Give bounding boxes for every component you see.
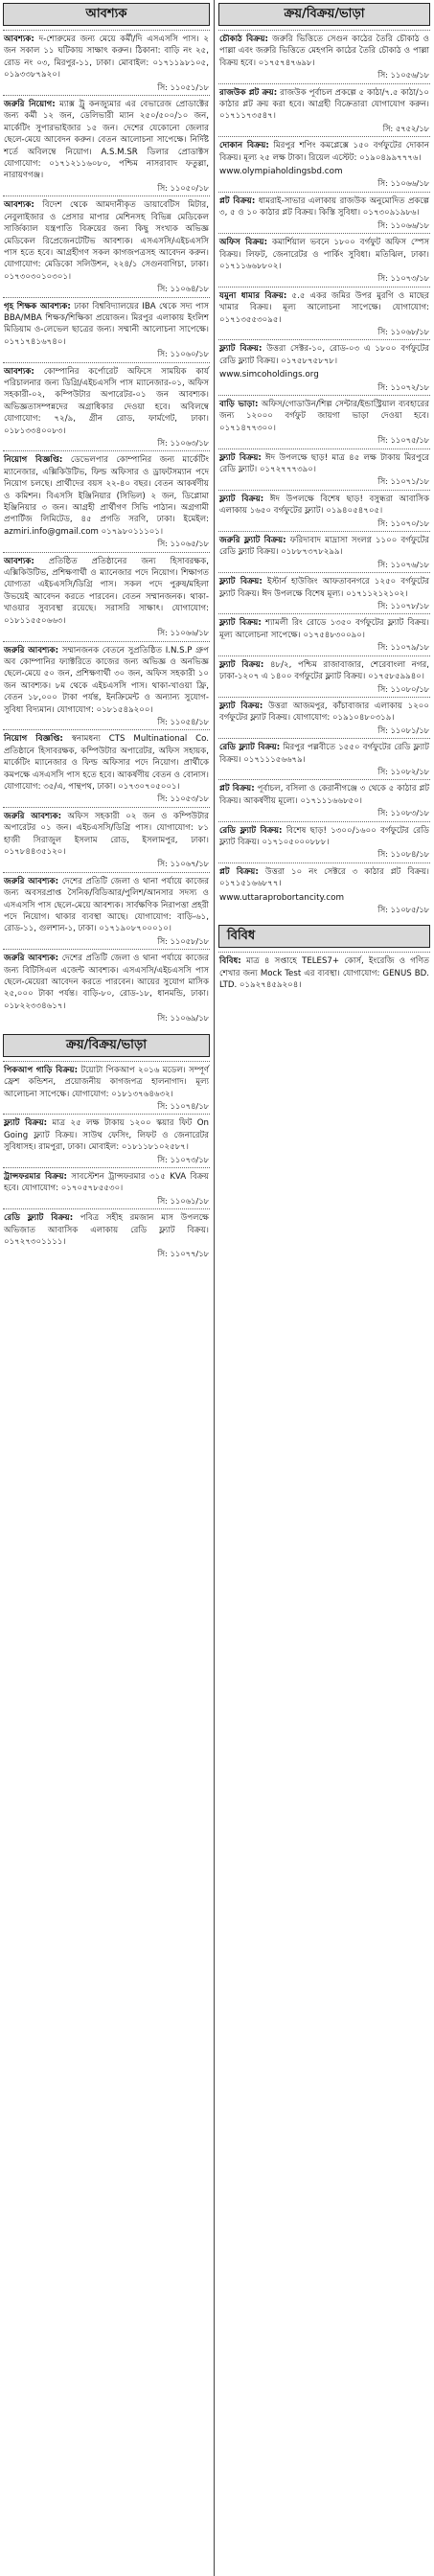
ad-code: সি: ১১০৬৯/১৮ xyxy=(157,1013,209,1024)
ad-body: কমার্শিয়াল ভবনে ১৮০০ বর্গফুট অফিস স্পেস বিক্রয়। লিফট, জেনারেটর ও পার্কিং সুবিধা। মতিঝিল, ঢাকা। ০১৭১১৬৬৮৮০২। xyxy=(219,238,430,271)
ad-code: সি: ১১০৭৩/১৮ xyxy=(377,273,429,284)
ad-text xyxy=(4,199,209,283)
ad-code: সি: ১১০৫৪/১৮ xyxy=(157,716,209,726)
ad-code: সি: ১১০৫৮/১৮ xyxy=(157,935,209,946)
ad-code: সি: ১১০৫১/১৮ xyxy=(157,81,209,92)
ad-text xyxy=(4,645,209,716)
classified-ad xyxy=(218,395,430,448)
ad-code: সি: ১১০৭৭/১৮ xyxy=(157,1249,209,1259)
ad-body: ঈদ উপলক্ষে বিশেষ ছাড়! বসুন্ধরা আবাসিক এলাকায় ১৬৫০ বর্গফুটের ফ্ল্যাট। ০১৯৪০৫৪৭০৫। xyxy=(219,494,430,517)
classified-ad xyxy=(3,450,210,551)
ad-heading: আবশ্যক: xyxy=(4,366,34,377)
classified-ad xyxy=(218,738,430,779)
sale-ad-list-right xyxy=(218,30,430,917)
right-column xyxy=(218,3,430,994)
classified-ad xyxy=(218,448,430,490)
ad-heading: ফ্ল্যাট বিক্রয়: xyxy=(219,659,264,670)
ad-body: সাবস্টেশন ট্রান্সফরমার ৩১৫ KVA বিক্রয় হবে। যোগাযোগ: ০১৭০৫৭৮৫৫৩০। xyxy=(4,1171,209,1194)
ad-heading: ফ্ল্যাট বিক্রয়: xyxy=(219,701,263,711)
ad-heading: ফ্ল্যাট বিক্রয়: xyxy=(219,344,263,355)
ad-heading: আবশ্যক: xyxy=(4,556,34,566)
ad-text xyxy=(219,866,429,890)
classified-ad xyxy=(218,136,430,192)
ad-body: পূর্বাচল, বসিলা ও কেরানীগঞ্জে ৩ থেকে ৫ কাঠার প্লট বিক্রয়। আকর্ষণীয় মূল্যে। ০১৭১১১৬৬৮৫০। xyxy=(219,784,430,806)
section-header-buy-sell: ক্রয়/বিক্রয়/ভাড়া xyxy=(218,3,430,26)
classified-ad xyxy=(218,339,430,395)
ad-body: বিদেশ থেকে আমদানীকৃত ডায়াবেটিস মিটার, নেবুলাইজার ও প্রেসার মাপার মেশিনসহ বিভিন্ন মেডিকেল সার্জিক্যাল যন্ত্রপাতি বিক্রয়ের জন্য কিছু সংখ্যক অভিজ্ঞ মেডিকেল রিপ্রেজেনটেটিভ আবশ্যক। এসএসসি/এইচএসসি পাস হতে হবে। আগ্রহীগণ সকল কাগজপত্রসহ আবেদন করুন। যোগাযোগ: মেডিকো সলিউশন, ২২৪/১ সেগুনবাগিচা, ঢাকা। ০১৭৩০৩০১০৩০১। xyxy=(4,200,210,282)
ad-body: উত্তরা সেক্টর-১০, রোড-০৩ এ ১৮০০ বর্গফুটের রেডি ফ্ল্যাট বিক্রয়। ০১৭৫৮৭৫৮৭৮। xyxy=(219,344,429,366)
ad-text xyxy=(4,301,209,349)
ad-code: সি: ১১০৬১/১৮ xyxy=(157,1195,209,1206)
classified-ad xyxy=(218,572,430,613)
ad-text xyxy=(219,140,429,164)
ad-code: সি: ১১০৮১/১৮ xyxy=(377,724,429,735)
classified-ad xyxy=(3,872,210,949)
classified-ad xyxy=(3,297,210,362)
ad-body: মাত্র ২৫ লক্ষ টাকায় ১২০০ স্কয়ার ফিট On Going ফ্ল্যাট বিক্রয়। সাউথ ফেসিং, লিফট ও জেনারেটর সুবিধাসহ। রামপুরা, ঢাকা। মোবাইল: ০১৮১১৮১০২৫৮৭। xyxy=(4,1118,209,1153)
classified-ad xyxy=(218,613,430,655)
ad-text xyxy=(4,876,209,935)
classified-ad xyxy=(3,196,210,296)
ad-code: সি: ১১০৫৩/১৮ xyxy=(157,794,209,804)
column-separator xyxy=(214,0,215,2576)
ad-heading: জরুরি আবশ্যক: xyxy=(4,876,59,886)
ad-body: মিরপুর শপিং কমপ্লেক্সে ১৫০ বর্গফুটের দোকান বিক্রয়। মূল্য ২৫ লক্ষ টাকা। রিয়েল এস্টেট: ০১৯০৪৯৯৭৭৭৬। xyxy=(219,141,429,163)
ad-heading: জরুরি নিয়োগ: xyxy=(4,100,56,110)
ad-code: সি: ১১০৭৫/১৮ xyxy=(377,435,429,446)
ad-code: সি: ১১০৭৮/১৮ xyxy=(377,601,429,611)
classified-ad xyxy=(218,952,430,993)
ad-text xyxy=(4,733,209,793)
ad-heading: ফ্ল্যাট বিক্রয়: xyxy=(4,1118,48,1129)
ad-body: টয়োটা পিকআপ ২০১৬ মডেল। সম্পূর্ণ ফ্রেশ কন্ডিশন, প্রয়োজনীয় কাগজপত্র হালনাগাদ। মূল্য আলোচনা সাপেক্ষে। যোগাযোগ: ০১৮১৩৭৬৪৬৩২। xyxy=(4,1065,210,1099)
classified-ad xyxy=(218,490,430,531)
ad-body: সম্মানজনক বেতনে সুপ্রতিষ্ঠিত I.N.S.P গ্রুপ অব কোম্পানির ফ্যাক্টরিতে কাজের জন্য অভিজ্ঞ ও অনভিজ্ঞ ছেলে-মেয়ে ৫০ জন, প্রশিক্ষণার্থী ৩০ জন, অফিস সহকারী ১০ জন আবশ্যক। ৮ম থেকে এইচএসসি পাস। থাকা-খাওয়া ফ্রি, বেতন ১৮,০০০ টাকা পর্যন্ত, ইনক্রিমেন্ট ও অন্যান্য সুযোগ-সুবিধা বিদ্যমান। যোগাযোগ: ০১৮১৫৪৯২০০। xyxy=(4,645,209,715)
section-header-misc: বিবিধ xyxy=(218,925,430,948)
ad-heading: নিয়োগ বিজ্ঞপ্তি: xyxy=(4,734,63,745)
classified-ad xyxy=(3,1167,210,1208)
ad-code: সি: ১১০৬৭/১৮ xyxy=(157,859,209,869)
ad-code: সি: ১১০৭৬/১৮ xyxy=(377,559,429,569)
ad-code: সি: ১১০৭৪/১৮ xyxy=(157,1100,209,1111)
ad-body: ঢাকা বিশ্ববিদ্যালয়ের IBA থেকে সদ্য পাস BBA/MBA শিক্ষক/শিক্ষিকা প্রয়োজন। মিরপুর এলাকায় ইংলিশ মিডিয়াম ও-লেভেল ছাত্রের জন্য। সম্মানী আলোচনা সাপেক্ষে। ০১৭১৭৪১৬৭৪০। xyxy=(4,301,210,347)
section-header-wanted: আবশ্যক xyxy=(3,3,210,26)
ad-code: সি: ১১০৫৬/১৮ xyxy=(377,70,429,80)
ad-text xyxy=(219,742,429,766)
ad-code: সি: ১১০৮০/১৮ xyxy=(377,683,429,694)
ad-heading: প্লট বিক্রয়: xyxy=(219,866,259,877)
ad-text xyxy=(4,99,209,182)
ad-code: সি: ১১০৬০/১৮ xyxy=(157,349,209,359)
ad-code: সি: ১১০৭১/১৮ xyxy=(377,476,429,487)
ad-website-link[interactable]: www.uttaraprobortancity.com xyxy=(219,892,345,903)
ad-body: অফিস/গোডাউন/শিল্প সেন্টার/ইন্ডাস্ট্রিয়াল ব্যবহারের জন্য ১২০০০ বর্গফুট জায়গা ভাড়া দেওয়া হবে। ০১৭১৪৭৭৩০০। xyxy=(219,399,429,433)
ad-body: ঈদ উপলক্ষে ছাড়! মাত্র ৪৫ লক্ষ টাকায় মিরপুরে রেডি ফ্ল্যাট। ০১৭২৭৭৭৩৯০। xyxy=(219,452,429,474)
wanted-ad-list xyxy=(3,30,210,1026)
ad-code: সি: ১১০৭৯/১৮ xyxy=(377,642,429,653)
classified-ad xyxy=(3,30,210,95)
ad-heading: অফিস বিক্রয়: xyxy=(219,238,268,248)
ad-code: সি: ১১০৭০/১৮ xyxy=(377,518,429,528)
ad-heading: চৌকাঠ বিক্রয়: xyxy=(219,34,268,44)
ad-heading: আবশ্যক: xyxy=(4,34,34,44)
classified-ad xyxy=(3,1061,210,1115)
ad-heading: ফ্ল্যাট বিক্রয়: xyxy=(219,618,262,629)
ad-heading: বিবিধ: xyxy=(219,956,241,967)
ad-body: দেশের প্রতিটি জেলা ও থানা পর্যায়ে কাজের জন্য অবসরপ্রাপ্ত সৈনিক/বিডিআর/পুলিশ/আনসার সদস্য ও এসএসসি পাস ছেলে-মেয়ে আবশ্যক। সার্বক্ষণিক নিরাপত্তা প্রহরী পদে নিয়োগ। থাকার ব্যবস্থা আছে। যোগাযোগ: বাড়ি-৬১, রোড-১১, গুলশান-১, ঢাকা। ০১৭১৯০৮৭০০০১০। xyxy=(4,876,210,934)
ad-text xyxy=(219,399,429,434)
ad-heading: ফ্ল্যাট বিক্রয়: xyxy=(219,577,263,587)
ad-body: ডেভেলপার কোম্পানির জন্য মার্কেটিং ম্যানেজার, এক্সিকিউটিভ, ফিল্ড অফিসার ও ড্রাফটসম্যান পদে নিয়োগ চলছে। প্রার্থীদের বয়স ২২-৪০ বছর। বেতন আকর্ষণীয় ও কমিশন। বিএসসি ইঞ্জিনিয়ার (সিভিল) ২ জন, ডিপ্লোমা ইঞ্জিনিয়ার ৩ জন। আগ্রহী প্রার্থীগণ সিভি পাঠান। অগ্রগামী প্রপার্টিজ লিমিটেড, ৪৫ প্রগতি সরণি, ঢাকা। ইমেইল: azmiri.info@gmail.com ০১৭৯৮০১১১০১। xyxy=(4,455,209,537)
classified-ad xyxy=(218,656,430,697)
ad-website-link[interactable]: www.simcoholdings.org xyxy=(219,370,319,380)
ad-text xyxy=(219,343,429,367)
classified-ad xyxy=(3,641,210,730)
ad-text xyxy=(4,454,209,538)
ad-text xyxy=(219,659,429,683)
ad-text xyxy=(4,811,209,859)
ad-heading: ট্রান্সফরমার বিক্রয়: xyxy=(4,1171,67,1182)
ad-code: সি: ১১০৮২/১৮ xyxy=(377,766,429,776)
section-header-buy-sell-left: ক্রয়/বিক্রয়/ভাড়া xyxy=(3,1034,210,1057)
ad-heading: রাজউক প্লট ক্রয়: xyxy=(219,87,278,98)
ad-body: কোম্পানির কর্পোরেট অফিসে সাময়িক কার্য পরিচালনার জন্য ডিগ্রি/এইচএসসি পাস ম্যানেজার-০১, অফিস সহকারী-০২, কম্পিউটার অপারেটর-০১ জন আবশ্যক। অভিজ্ঞতাসম্পন্নদের অগ্রাধিকার দেওয়া হবে। অবিলম্বে যোগাযোগ: ৭২/৯, গ্রীন রোড, ফার্মগেট, ঢাকা। ০১৮১৩৩৪০০৮৩। xyxy=(4,366,210,436)
ad-body: ৪৮/২, পশ্চিম রাজাবাজার, শেরেবাংলা নগর, ঢাকা-১২০৭ এ ১৪০০ বর্গফুটের ফ্ল্যাট বিক্রয়। ০১৭৫৮৫৯৯৪০। xyxy=(219,659,429,682)
ad-body: বিশেষ ছাড়! ১৩০০/১৬০০ বর্গফুটের রেডি ফ্ল্যাট বিক্রয়। ০১৭১০৫০০০৮৮৮। xyxy=(219,825,429,847)
ad-text xyxy=(4,556,209,627)
ad-body: প্রতিষ্ঠিত প্রতিষ্ঠানের জন্য হিসাবরক্ষক, এক্সিকিউটিভ, প্রশিক্ষণার্থী ও ম্যানেজার পদে নিয়োগ। শিক্ষাগত যোগ্যতা এইচএসসি/ডিগ্রি পাস। সকল পদে পুরুষ/মহিলা উভয়েই আবেদন করতে পারবেন। বেতন সম্মানজনক। থাকা-খাওয়ার সুব্যবস্থা রয়েছে। সরাসরি সাক্ষাৎ। যোগাযোগ: ০১৮১১৫৫০৬৬৩। xyxy=(4,556,209,626)
classified-ad xyxy=(218,697,430,738)
ad-text xyxy=(4,953,209,1012)
ad-body: স্বনামধন্য CTS Multinational Co. প্রতিষ্ঠানে হিসাবরক্ষক, কম্পিউটার অপারেটর, অফিস সহায়ক, মার্কেটিং ম্যানেজার ও ফিল্ড অফিসার পদে নিয়োগ। প্রার্থীকে কমপক্ষে এসএসসি পাস হতে হবে। আকর্ষণীয় বেতন ও বোনাস। যোগাযোগ: ৩৫/এ, পান্থপথ, ঢাকা। ০১৭৩০৭০৫০০১। xyxy=(4,734,209,792)
classified-ad xyxy=(218,779,430,820)
ad-code: সি: ৫৭৫২/১৮ xyxy=(382,123,429,133)
sale-ad-list-left xyxy=(3,1061,210,1262)
classified-ad xyxy=(3,95,210,196)
ad-body: উত্তরা আজমপুর, কাঁচাবাজার এলাকায় ১২০০ বর্গফুটের ফ্ল্যাট বিক্রয়। যোগাযোগ: ০১৯১০৪৮০৩১৯। xyxy=(219,701,429,724)
ad-body: ধামরাই-সাভার এলাকায় রাজউক অনুমোদিত প্রকল্পে ৩, ৫ ও ১০ কাঠার প্লট বিক্রয়। কিস্তি সুবিধা। ০১৭৩০৯১৯৮৬। xyxy=(219,196,429,218)
ad-text xyxy=(219,576,429,600)
ad-body: ম্যাক্স ট্রু কনজ্যুমার এর বেভারেজ প্রোডাক্টের জন্য কর্মী ১২ জন, ডেলিভারী ম্যান ২৫০/৫০০/১০ জন, মার্কেটিং সুপারভাইজার ১৫ জন। দেশের যেকোনো জেলার ছেলে-মেয়ে আবেদন করুন। বেতন আলোচনা সাপেক্ষে। নির্দিষ্ট শর্তে অবিলম্বে নিয়োগ। A.S.M.SR ডিলার প্রোডাক্টস যোগাযোগ: ০১৭১২১১৬০৮০, পশ্চিম নাসরাবাদ ফতুল্লা, নারায়ণগঞ্জ। xyxy=(4,100,209,181)
ad-text xyxy=(4,1171,209,1195)
ad-code: সি: ১১০৬৫/১৮ xyxy=(157,539,209,549)
classified-ad xyxy=(218,30,430,83)
classified-ad xyxy=(218,83,430,137)
ad-code: সি: ১১০৬৬/১৮ xyxy=(377,178,429,189)
ad-text xyxy=(4,1065,209,1100)
ad-text xyxy=(219,196,429,219)
ad-text xyxy=(4,366,209,437)
classified-ad xyxy=(218,233,430,287)
ad-text xyxy=(219,237,429,272)
ad-heading: নিয়োগ বিজ্ঞপ্তি: xyxy=(4,455,63,466)
ad-body: উত্তরা ১০ নং সেক্টরে ৩ কাঠার প্লট বিক্রয়। ০১৭১৫১৬৬৮৭৭। xyxy=(219,866,429,889)
ad-code: সি: ১১০৭৩/১৮ xyxy=(157,1154,209,1164)
ad-text xyxy=(219,452,429,476)
classified-ad xyxy=(3,362,210,451)
ad-body: দেশের প্রতিটি জেলা ও থানা পর্যায়ে কাজের জন্য বিটিসিএল এজেন্ট আবশ্যক। এসএসসি/এইচএসসি পাস ছেলে-মেয়েরা আবেদন করতে পারবেন। আয়ের সুযোগ মাসিক ২৫,০০০ টাকা পর্যন্ত। বাড়ি-৮০, রোড-১৮, ধানমন্ডি, ঢাকা। ০১৮২২৩৩৪৬১৭। xyxy=(4,954,210,1011)
ad-code: সি: ১১০৬৮/১৮ xyxy=(377,326,429,336)
left-column xyxy=(3,3,210,1262)
ad-code: সি: ১১০৬৬/১৮ xyxy=(157,628,209,638)
ad-body: ৫.৫ একর জমির উপর মুরগি ও মাছের খামার বিক্রয়। মূল্য আলোচনা সাপেক্ষে। যোগাযোগ: ০১৭১৩৫৫৩০৯৫। xyxy=(219,290,429,325)
ad-text xyxy=(219,290,429,326)
ad-heading: গৃহ শিক্ষক আবশ্যক: xyxy=(4,301,71,311)
ad-heading: ফ্ল্যাট বিক্রয়: xyxy=(219,494,264,504)
ad-body: দ-শোরুমের জন্য মেয়ে কর্মী/দি এসএসসি পাস। ২ জন সকাল ১১ ঘটিকায় সাক্ষাৎ করুন। ঠিকানা: বাড়ি নং ২৫, রোড নং ০৩, মিরপুর-১১, ঢাকা। মোবাইল: ০১৭১১৯৮১০৫, ০১৯৩৩৮৭৯২০। xyxy=(4,34,209,80)
classified-ad xyxy=(218,287,430,340)
ad-heading: ফ্ল্যাট বিক্রয়: xyxy=(219,452,262,463)
ad-heading: জরুরি আবশ্যক: xyxy=(4,645,59,656)
ad-text xyxy=(219,955,429,991)
classified-ad xyxy=(3,1208,210,1262)
ad-text xyxy=(4,1212,209,1248)
ad-text xyxy=(219,701,429,724)
ad-heading: রেডি ফ্ল্যাট বিক্রয়: xyxy=(219,825,283,836)
ad-code: সি: ১১০৭২/১৮ xyxy=(377,381,429,392)
ad-text xyxy=(219,617,429,641)
ad-heading: যমুনা ধামার বিক্রয়: xyxy=(219,290,287,301)
classified-ad xyxy=(3,729,210,806)
ad-body: রাজউক পূর্বাচল প্রকল্পে ৫ কাঠা/৭.৫ কাঠা/১০ কাঠার প্লট ক্রয় করা হবে। আগ্রহী বিক্রেতারা যোগাযোগ করুন। ০১৭১১৭৩৫৪৭। xyxy=(219,87,429,122)
ad-code: সি: ১১০৮৩/১৮ xyxy=(377,808,429,818)
classified-ad xyxy=(3,552,210,641)
classified-ad xyxy=(3,949,210,1025)
ad-heading: জরুরি আবশ্যক: xyxy=(4,811,62,821)
ad-code: সি: ১১০৫০/১৮ xyxy=(157,182,209,193)
ad-heading: দোকান বিক্রয়: xyxy=(219,141,269,151)
ad-body: পবিত্র সহীহ রমজান মাস উপলক্ষে অভিজাত আবাসিক এলাকায় রেডি ফ্ল্যাট বিক্রয়। ০১৭২৭৩০১১১১। xyxy=(4,1213,209,1247)
ad-body: শ্যামলী রিং রোডে ১৩৫০ বর্গফুটের ফ্ল্যাট বিক্রয়। মূল্য আলোচনা সাপেক্ষে। ০১৭৫৪৮৩০০৯০। xyxy=(219,618,429,640)
ad-text xyxy=(219,783,429,807)
classified-ad xyxy=(218,192,430,233)
classified-ad xyxy=(3,807,210,872)
ad-code: সি: ১১০৮৪/১৮ xyxy=(377,849,429,860)
classified-ad xyxy=(3,1114,210,1167)
ad-body: জরুরি ভিত্তিতে সেগুন কাঠের তৈরি চৌকাঠ ও পাল্লা এবং জরুরি ভিত্তিতে মেহগনি কাঠের তৈরি চৌকাঠ ও পাল্লা বিক্রয় হবে। ০১৭৫৭৪৭৬৯৮। xyxy=(219,34,429,68)
ad-heading: প্লট বিক্রয়: xyxy=(219,784,255,794)
ad-text xyxy=(219,87,429,123)
ad-code: সি: ১১০৬৬/১৮ xyxy=(377,219,429,230)
misc-ad-list xyxy=(218,952,430,993)
ad-heading: প্লট বিক্রয়: xyxy=(219,196,256,206)
ad-body: ইস্টার্ন হাউজিং আফতাবনগরে ১২৫০ বর্গফুটের ফ্ল্যাট বিক্রয়। ঈদ উপলক্ষে বিশেষ মূল্য। ০১৭১১২১২১০২। xyxy=(219,577,429,599)
ad-text xyxy=(219,825,429,849)
ad-website-link[interactable]: www.olympiaholdingsbd.com xyxy=(219,167,343,177)
ad-heading: পিকআপ গাড়ি বিক্রয়: xyxy=(4,1065,79,1075)
ad-body: মাত্র ৪ সপ্তাহে TELES7+ কোর্স, ইংরেজি ও গণিত শেখার জন্য Mock Test এর ব্যবস্থা। যোগাযোগ: GENUS BD. LTD. ০১৯২৭৪৫৯২০৪। xyxy=(219,956,430,991)
ad-body: অফিস সহকারী ০২ জন ও কম্পিউটার অপারেটর ০১ জন। এইচএসসি/ডিগ্রি পাস। যোগাযোগ: ৮১ হাজী সিরাজুল ইসলাম রোড, ইসলামপুর, ঢাকা। ০১৭৮৪৪৩৫১২০। xyxy=(4,811,209,857)
ad-text xyxy=(219,34,429,69)
ad-body: মিরপুর পল্লবীতে ১৫৫০ বর্গফুটের রেডি ফ্ল্যাট বিক্রয়। ০১৭১১১৫৬৬৭৯। xyxy=(219,743,429,765)
ad-code: সি: ১১০৬৩/১৮ xyxy=(157,438,209,448)
ad-heading: আবশ্যক: xyxy=(4,200,34,211)
classified-ad xyxy=(218,531,430,572)
ad-text xyxy=(219,494,429,518)
ad-heading: জরুরি ফ্ল্যাট বিক্রয়: xyxy=(219,536,286,546)
ad-heading: জরুরি আবশ্যক: xyxy=(4,954,59,964)
classified-ad xyxy=(218,821,430,862)
ad-text xyxy=(4,34,209,81)
ad-heading: বাড়ি ভাড়া: xyxy=(219,399,259,409)
ad-code: সি: ১১০৬৪/১৮ xyxy=(157,284,209,294)
ad-text xyxy=(4,1117,209,1153)
ad-heading: রেডি ফ্ল্যাট বিক্রয়: xyxy=(219,743,281,753)
classified-ad xyxy=(218,862,430,918)
ad-body: ফরিদাবাদ মাদ্রাসা সংলগ্ন ১১০০ বর্গফুটের রেডি ফ্ল্যাট বিক্রয়। ০১৮৮৭৩৭৮২৯৯। xyxy=(219,536,430,558)
ad-code: সি: ১১০৮৫/১৮ xyxy=(377,905,429,914)
ad-heading: রেডি ফ্ল্যাট বিক্রয়: xyxy=(4,1213,74,1224)
ad-text xyxy=(219,535,429,559)
